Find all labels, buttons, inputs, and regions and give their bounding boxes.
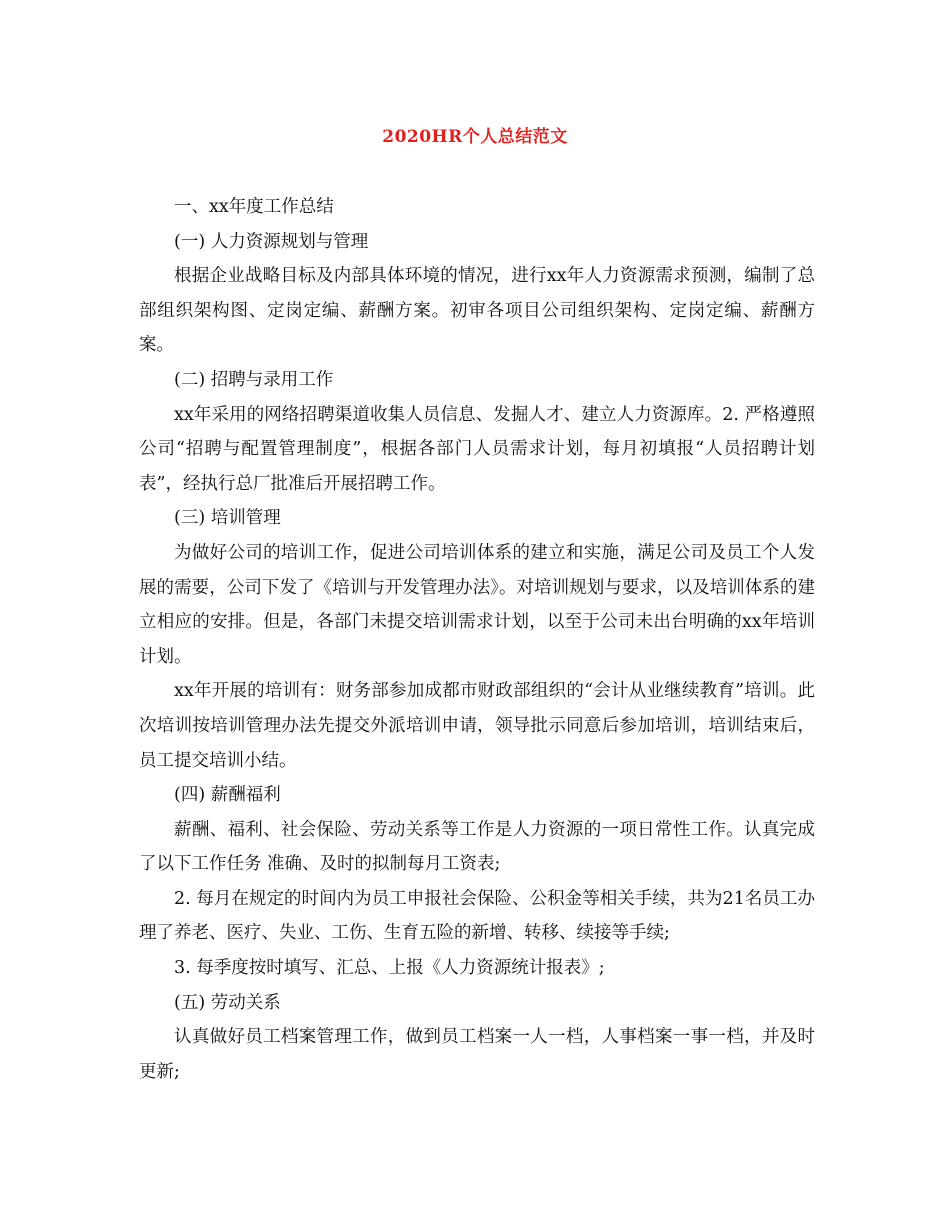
body-paragraph: 认真做好员工档案管理工作，做到员工档案一人一档，人事档案一事一档，并及时更新; xyxy=(139,1027,815,1082)
subsection-heading: (一) 人力资源规划与管理 xyxy=(174,231,369,252)
section-heading: 一、xx年度工作总结 xyxy=(174,197,334,217)
subsection-heading: (四) 薪酬福利 xyxy=(174,785,281,806)
list-item: 2. 每月在规定的时间内为员工申报社会保险、公积金等相关手续，共为21名员工办理了养老、医疗、失业、工伤、生育五险的新增、转移、续接等手续; xyxy=(139,888,815,944)
subsection-heading: (三) 培训管理 xyxy=(174,508,281,529)
body-paragraph: xx年采用的网络招聘渠道收集人员信息、发掘人才、建立人力资源库。2. 严格遵照公司“招聘与配置管理制度”，根据各部门人员需求计划，每月初填报“人员招聘计划表”，经执行总厂批准后开展招聘工作。 xyxy=(139,404,815,494)
body-paragraph: 薪酬、福利、社会保险、劳动关系等工作是人力资源的一项日常性工作。认真完成了以下工作任务 准确、及时的拟制每月工资表; xyxy=(139,819,815,875)
document-title: 2020HR个人总结范文 xyxy=(382,127,568,147)
subsection-heading: (五) 劳动关系 xyxy=(174,992,281,1013)
document-body xyxy=(139,190,815,1089)
list-item: 3. 每季度按时填写、汇总、上报《人力资源统计报表》; xyxy=(174,958,605,979)
subsection-heading: (二) 招聘与录用工作 xyxy=(174,369,334,390)
body-paragraph: 根据企业战略目标及内部具体环境的情况，进行xx年人力资源需求预测，编制了总部组织架构图、定岗定编、薪酬方案。初审各项目公司组织架构、定岗定编、薪酬方案。 xyxy=(139,266,815,356)
body-paragraph: 为做好公司的培训工作，促进公司培训体系的建立和实施，满足公司及员工个人发展的需要，公司下发了《培训与开发管理办法》。对培训规划与要求，以及培训体系的建立相应的安排。但是，各部门未提交培训需求计划，以至于公司未出台明确的xx年培训计划。 xyxy=(139,542,815,667)
body-paragraph: xx年开展的培训有：财务部参加成都市财政部组织的“会计从业继续教育”培训。此次培训按培训管理办法先提交外派培训申请，领导批示同意后参加培训，培训结束后，员工提交培训小结。 xyxy=(139,681,815,771)
